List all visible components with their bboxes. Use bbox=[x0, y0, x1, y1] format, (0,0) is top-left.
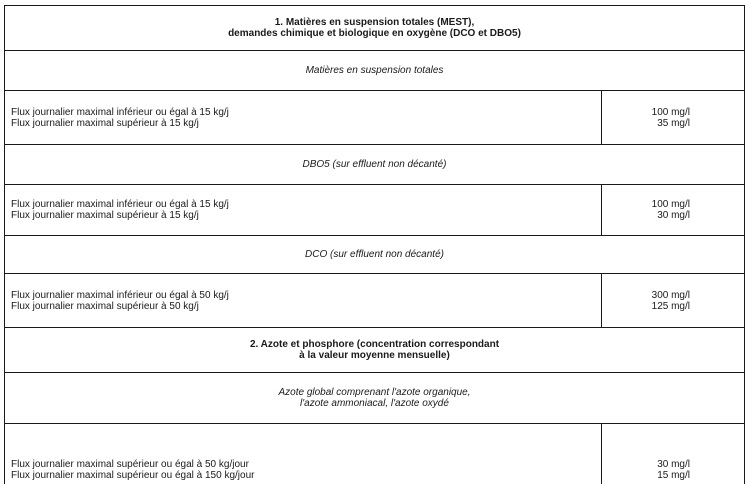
heading-line: 1. Matières en suspension totales (MEST), bbox=[274, 17, 475, 28]
limit-values bbox=[602, 274, 744, 327]
section-heading-text bbox=[250, 339, 499, 361]
limit-value: 35 mg/l bbox=[657, 117, 690, 129]
threshold-label: Flux journalier maximal supérieur à 50 kg/j bbox=[11, 300, 199, 312]
threshold-label: Flux journalier maximal supérieur à 15 kg/j bbox=[11, 210, 199, 221]
limit-value: 30 mg/l bbox=[657, 459, 690, 470]
subheading-line: l'azote ammoniacal, l'azote oxydé bbox=[300, 398, 449, 409]
table-row bbox=[5, 274, 744, 328]
table-row bbox=[5, 91, 744, 145]
section-heading-text bbox=[228, 17, 521, 39]
threshold-label: Flux journalier maximal supérieur ou égal à 150 kg/jour bbox=[11, 470, 255, 481]
section-heading bbox=[5, 328, 744, 373]
subheading-line: Azote global comprenant l'azote organique, bbox=[278, 387, 471, 398]
subheading-line: DBO5 (sur effluent non décanté) bbox=[302, 159, 447, 170]
limit-values bbox=[602, 424, 744, 484]
limit-value: 15 mg/l bbox=[657, 470, 690, 481]
limit-value: 30 mg/l bbox=[657, 210, 690, 221]
table-row bbox=[5, 424, 744, 484]
section-heading bbox=[5, 6, 744, 51]
threshold-labels bbox=[5, 91, 602, 144]
limit-values bbox=[602, 185, 744, 235]
limit-value: 100 mg/l bbox=[651, 106, 690, 118]
limit-value: 125 mg/l bbox=[651, 300, 690, 312]
threshold-labels bbox=[5, 185, 602, 235]
limit-value: 100 mg/l bbox=[651, 199, 690, 210]
group-subheading bbox=[5, 145, 744, 185]
heading-line: demandes chimique et biologique en oxygène (DCO et DBO5) bbox=[228, 28, 521, 39]
regulation-table bbox=[4, 5, 745, 484]
group-subheading bbox=[5, 236, 744, 274]
group-subheading bbox=[5, 51, 744, 91]
group-subheading-text bbox=[305, 249, 444, 260]
group-subheading-text bbox=[306, 65, 444, 76]
table-row bbox=[5, 185, 744, 236]
group-subheading-text bbox=[303, 159, 447, 170]
threshold-label: Flux journalier maximal inférieur ou égal à 15 kg/j bbox=[11, 106, 229, 118]
group-subheading bbox=[5, 373, 744, 424]
threshold-label: Flux journalier maximal inférieur ou égal à 50 kg/j bbox=[11, 289, 229, 301]
heading-line: à la valeur moyenne mensuelle) bbox=[299, 350, 450, 361]
threshold-label: Flux journalier maximal supérieur ou égal à 50 kg/jour bbox=[11, 459, 249, 470]
threshold-labels bbox=[5, 274, 602, 327]
group-subheading-text bbox=[278, 387, 470, 409]
threshold-label: Flux journalier maximal supérieur à 15 kg/j bbox=[11, 117, 199, 129]
subheading-line: DCO (sur effluent non décanté) bbox=[305, 249, 444, 260]
limit-values bbox=[602, 91, 744, 144]
limit-value: 300 mg/l bbox=[651, 289, 690, 301]
threshold-labels bbox=[5, 424, 602, 484]
heading-line: 2. Azote et phosphore (concentration correspondant bbox=[249, 339, 500, 350]
subheading-line: Matières en suspension totales bbox=[305, 65, 444, 76]
threshold-label: Flux journalier maximal inférieur ou égal à 15 kg/j bbox=[11, 199, 229, 210]
